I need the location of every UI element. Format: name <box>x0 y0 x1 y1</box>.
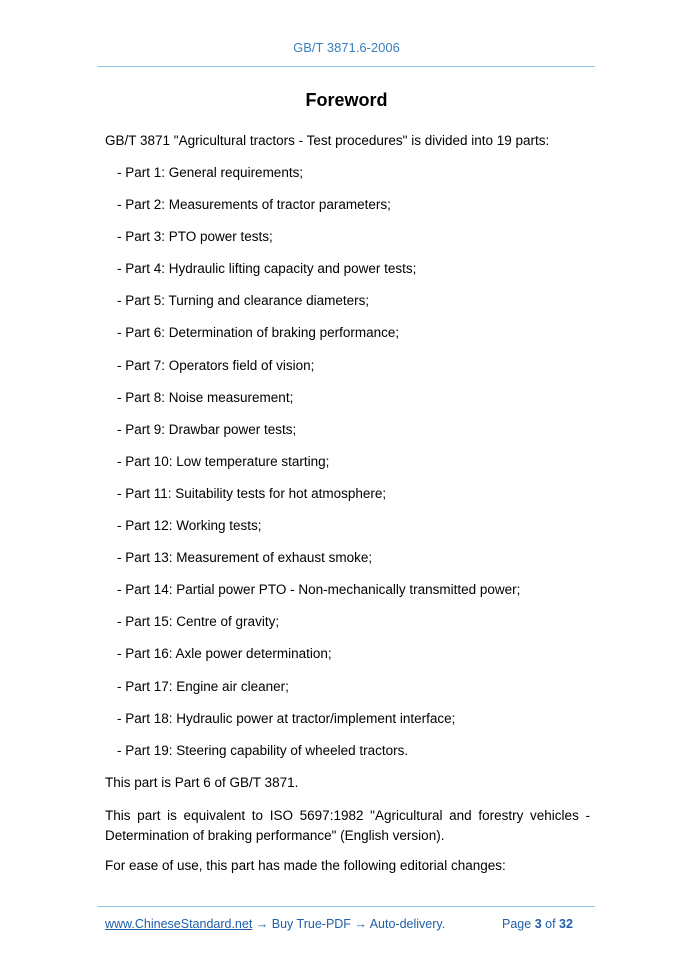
page-current: 3 <box>534 917 542 931</box>
page-total: 32 <box>559 917 573 931</box>
list-item: - Part 6: Determination of braking performance; <box>117 325 400 341</box>
intro-paragraph: GB/T 3871 "Agricultural tractors - Test procedures" is divided into 19 parts: <box>105 133 550 148</box>
list-item: - Part 7: Operators field of vision; <box>117 357 315 373</box>
page-label: Page <box>502 917 532 931</box>
list-item: - Part 5: Turning and clearance diameters; <box>117 293 370 309</box>
list-item: - Part 19: Steering capability of wheeled tractors. <box>117 742 409 758</box>
list-item: - Part 15: Centre of gravity; <box>117 614 280 630</box>
list-item: - Part 13: Measurement of exhaust smoke; <box>117 550 373 566</box>
equivalence-paragraph: This part is equivalent to ISO 5697:1982 "Agricultural and forestry vehicles - Determination of braking performance" (English version). <box>105 808 590 843</box>
list-item: - Part 18: Hydraulic power at tractor/implement interface; <box>117 710 456 726</box>
list-item: - Part 12: Working tests; <box>117 518 262 534</box>
footer-divider <box>98 906 595 907</box>
header-divider <box>98 66 595 67</box>
page-number <box>502 917 573 931</box>
editorial-changes-paragraph: For ease of use, this part has made the following editorial changes: <box>105 858 506 873</box>
list-item: - Part 9: Drawbar power tests; <box>117 421 297 437</box>
website-link[interactable]: www.ChineseStandard.net <box>105 917 253 931</box>
list-item: - Part 10: Low temperature starting; <box>117 453 330 469</box>
list-item: - Part 14: Partial power PTO - Non-mechanically transmitted power; <box>117 582 521 598</box>
document-header-id: GB/T 3871.6-2006 <box>293 40 400 55</box>
page-of-label: of <box>545 917 556 931</box>
list-item: - Part 8: Noise measurement; <box>117 389 294 405</box>
list-item: - Part 2: Measurements of tractor parameters; <box>117 197 391 213</box>
list-item: - Part 3: PTO power tests; <box>117 229 273 245</box>
list-item: - Part 4: Hydraulic lifting capacity and power tests; <box>117 261 417 277</box>
list-item: - Part 1: General requirements; <box>117 165 304 180</box>
footer-promo <box>105 917 445 931</box>
list-item: - Part 17: Engine air cleaner; <box>117 678 289 694</box>
parts-list <box>117 163 587 773</box>
page-title: Foreword <box>305 90 388 110</box>
footer-tagline: → Buy True-PDF → Auto-delivery. <box>252 917 446 931</box>
list-item: - Part 16: Axle power determination; <box>117 646 332 662</box>
part-statement-paragraph: This part is Part 6 of GB/T 3871. <box>105 775 299 790</box>
list-item: - Part 11: Suitability tests for hot atmosphere; <box>117 485 387 501</box>
